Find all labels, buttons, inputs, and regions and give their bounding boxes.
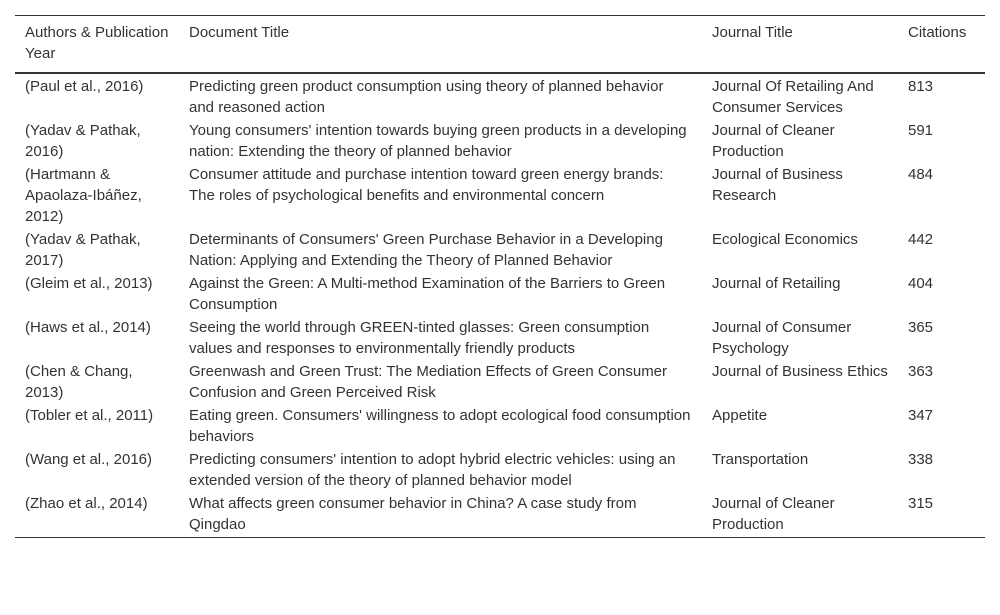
cell-citations: 347 <box>908 407 934 424</box>
cell-document-title: What affects green consumer behavior in China? A case study from Qingdao <box>189 495 637 533</box>
cell-authors: (Haws et al., 2014) <box>25 319 151 336</box>
table-row <box>15 73 985 119</box>
cell-journal-title: Journal of Cleaner Production <box>712 122 835 160</box>
cell-authors: (Hartmann & Apaolaza-Ibáñez, 2012) <box>25 166 142 225</box>
cell-citations: 315 <box>908 495 934 512</box>
cell-journal-title: Journal of Business Research <box>712 166 843 204</box>
table-row <box>15 492 985 538</box>
header-row <box>15 16 985 74</box>
cell-document-title: Determinants of Consumers' Green Purchase Behavior in a Developing Nation: Applying and Extending the Theory of Planned Behavior <box>189 231 663 269</box>
cell-authors: (Yadav & Pathak, 2017) <box>25 231 141 269</box>
cell-citations: 338 <box>908 451 934 468</box>
cell-document-title: Against the Green: A Multi-method Examination of the Barriers to Green Consumption <box>189 275 666 313</box>
cell-citations: 813 <box>908 78 934 95</box>
header-journal-title: Journal Title <box>712 24 793 41</box>
cell-authors: (Gleim et al., 2013) <box>25 275 153 292</box>
cell-authors: (Wang et al., 2016) <box>25 451 153 468</box>
table-row <box>15 119 985 163</box>
cell-journal-title: Appetite <box>712 407 768 424</box>
cell-journal-title: Journal of Business Ethics <box>712 363 888 380</box>
header-authors: Authors & Publication Year <box>25 24 169 62</box>
cell-citations: 484 <box>908 166 934 183</box>
cell-authors: (Chen & Chang, 2013) <box>25 363 133 401</box>
table-row <box>15 316 985 360</box>
cell-journal-title: Ecological Economics <box>712 231 858 248</box>
table-body <box>15 73 985 538</box>
citation-table-container <box>15 15 985 538</box>
cell-citations: 365 <box>908 319 934 336</box>
cell-document-title: Predicting green product consumption using theory of planned behavior and reasoned action <box>189 78 664 116</box>
table-header <box>15 16 985 74</box>
citation-table <box>15 15 985 538</box>
cell-document-title: Predicting consumers' intention to adopt hybrid electric vehicles: using an extended version of the theory of planned behavior model <box>189 451 676 489</box>
cell-citations: 442 <box>908 231 934 248</box>
cell-journal-title: Journal Of Retailing And Consumer Services <box>712 78 874 116</box>
header-citations: Citations <box>908 24 967 41</box>
table-row <box>15 228 985 272</box>
header-document-title: Document Title <box>189 24 290 41</box>
cell-journal-title: Journal of Cleaner Production <box>712 495 835 533</box>
cell-citations: 363 <box>908 363 934 380</box>
table-row <box>15 404 985 448</box>
cell-authors: (Yadav & Pathak, 2016) <box>25 122 141 160</box>
cell-journal-title: Transportation <box>712 451 809 468</box>
table-row <box>15 360 985 404</box>
cell-citations: 591 <box>908 122 934 139</box>
cell-document-title: Seeing the world through GREEN-tinted glasses: Green consumption values and responses to environmentally friendly products <box>189 319 650 357</box>
cell-authors: (Tobler et al., 2011) <box>25 407 154 424</box>
cell-document-title: Eating green. Consumers' willingness to adopt ecological food consumption behaviors <box>189 407 691 445</box>
cell-journal-title: Journal of Retailing <box>712 275 841 292</box>
table-row <box>15 448 985 492</box>
cell-document-title: Greenwash and Green Trust: The Mediation Effects of Green Consumer Confusion and Green Perceived Risk <box>189 363 668 401</box>
cell-citations: 404 <box>908 275 934 292</box>
cell-document-title: Consumer attitude and purchase intention toward green energy brands: The roles of psychological benefits and environmental concern <box>189 166 664 204</box>
cell-document-title: Young consumers' intention towards buying green products in a developing nation: Extending the theory of planned behavior <box>189 122 687 160</box>
cell-authors: (Zhao et al., 2014) <box>25 495 148 512</box>
table-row <box>15 272 985 316</box>
cell-journal-title: Journal of Consumer Psychology <box>712 319 852 357</box>
table-row <box>15 163 985 228</box>
cell-authors: (Paul et al., 2016) <box>25 78 144 95</box>
